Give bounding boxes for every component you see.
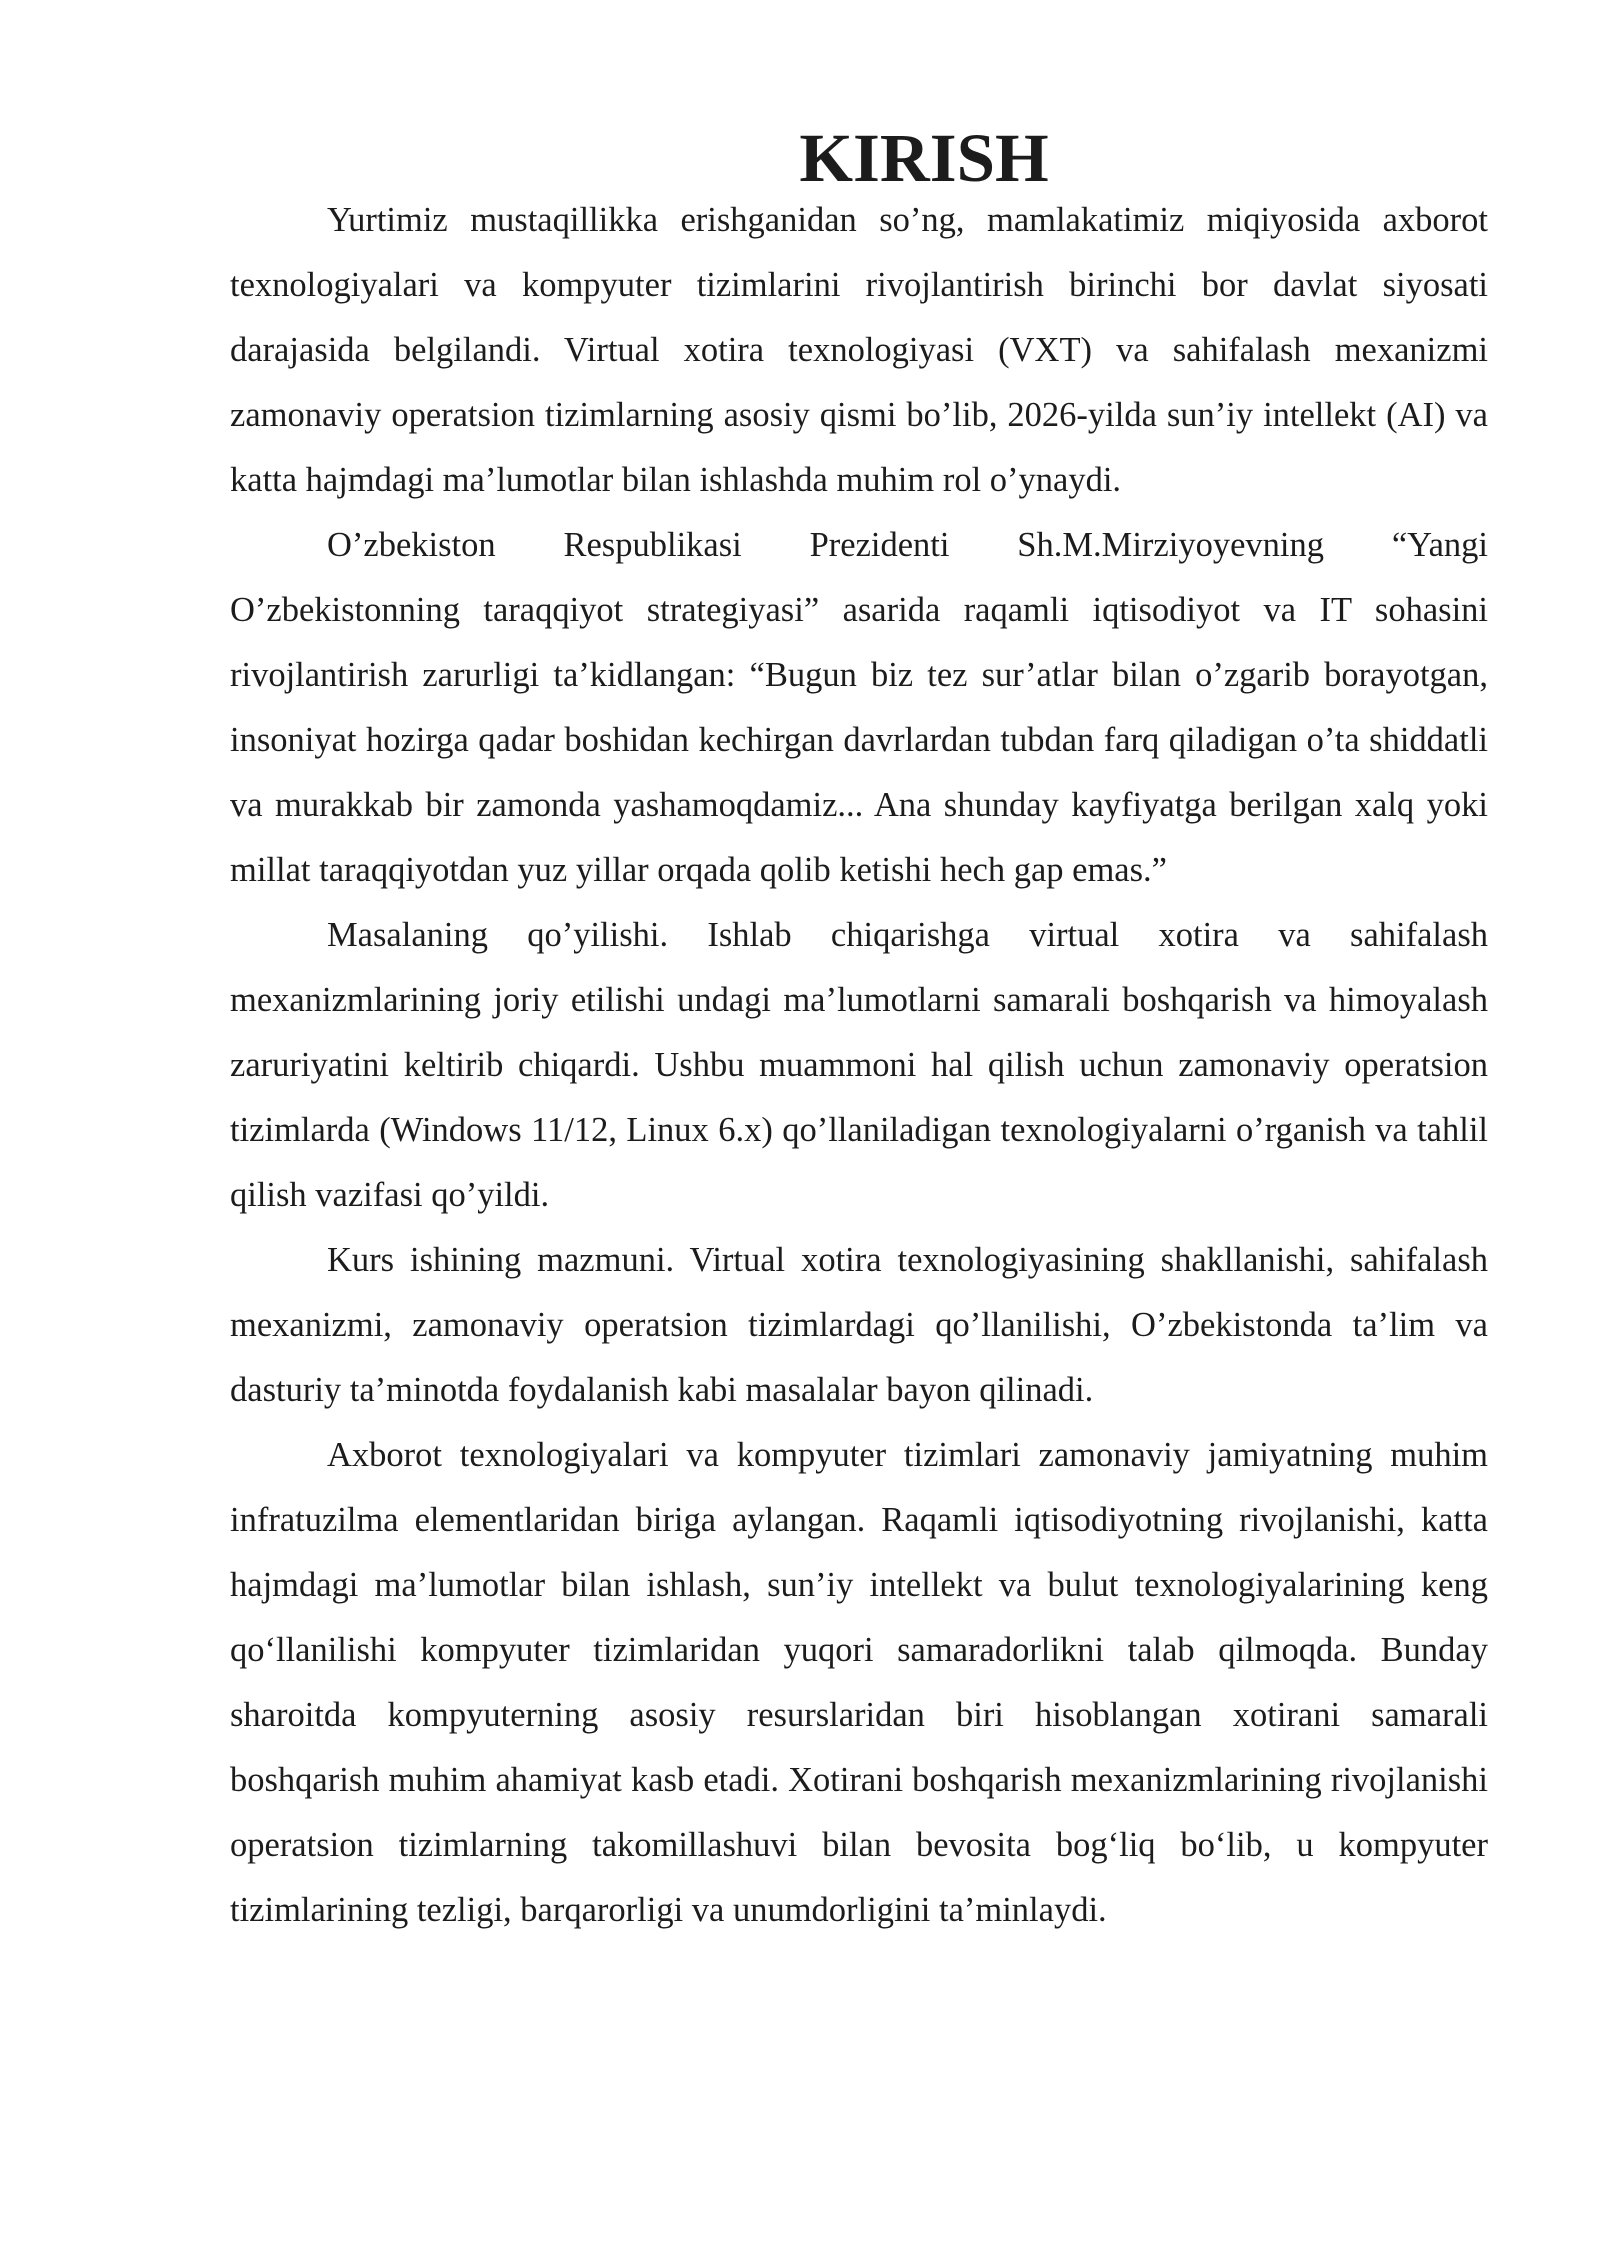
- paragraph-problem-statement: Masalaning qo’yilishi. Ishlab chiqarishga virtual xotira va sahifalash mexanizmlarining joriy etilishi undagi ma’lumotlarni samarali boshqarish va himoyalash zaruriyatini keltirib chiqardi. Ushbu muammoni hal qilish uchun zamonaviy operatsion tizimlarda (Windows 11/12, Linux 6.x) qo’llaniladigan texnologiyalarni o’rganish va tahlil qilish vazifasi qo’yildi.: [230, 916, 1488, 1214]
- paragraph-intro: Yurtimiz mustaqillikka erishganidan so’ng, mamlakatimiz miqiyosida axborot texnologiyalari va kompyuter tizimlarini rivojlantirish birinchi bor davlat siyosati darajasida belgilandi. Virtual xotira texnologiyasi (VXT) va sahifalash mexanizmi zamonaviy operatsion tizimlarning asosiy qismi bo’lib, 2026-yilda sun’iy intellekt (AI) va katta hajmdagi ma’lumotlar bilan ishlashda muhim rol o’ynaydi.: [230, 201, 1488, 499]
- paragraph-president-quote: O’zbekiston Respublikasi Prezidenti Sh.M.Mirziyoyevning “Yangi O’zbekistonning taraqqiyot strategiyasi” asarida raqamli iqtisodiyot va IT sohasini rivojlantirish zarurligi ta’kidlangan: “Bugun biz tez sur’atlar bilan o’zgarib borayotgan, insoniyat hozirga qadar boshidan kechirgan davrlardan tubdan farq qiladigan o’ta shiddatli va murakkab bir zamonda yashamoqdamiz... Ana shunday kayfiyatga berilgan xalq yoki millat taraqqiyotdan yuz yillar orqada qolib ketishi hech gap emas.”: [230, 526, 1488, 889]
- document-title: KIRISH: [799, 120, 1049, 196]
- document-page: [230, 120, 1488, 1943]
- paragraph-it-systems: Axborot texnologiyalari va kompyuter tizimlari zamonaviy jamiyatning muhim infratuzilma elementlaridan biriga aylangan. Raqamli iqtisodiyotning rivojlanishi, katta hajmdagi ma’lumotlar bilan ishlash, sun’iy intellekt va bulut texnologiyalarining keng qo‘llanilishi kompyuter tizimlaridan yuqori samaradorlikni talab qilmoqda. Bunday sharoitda kompyuterning asosiy resurslaridan biri hisoblangan xotirani samarali boshqarish muhim ahamiyat kasb etadi. Xotirani boshqarish mexanizmlarining rivojlanishi operatsion tizimlarning takomillashuvi bilan bevosita bog‘liq bo‘lib, u kompyuter tizimlarining tezligi, barqarorligi va unumdorligini ta’minlaydi.: [230, 1436, 1488, 1929]
- paragraph-course-content: Kurs ishining mazmuni. Virtual xotira texnologiyasining shakllanishi, sahifalash mexanizmi, zamonaviy operatsion tizimlardagi qo’llanilishi, O’zbekistonda ta’lim va dasturiy ta’minotda foydalanish kabi masalalar bayon qilinadi.: [230, 1241, 1488, 1409]
